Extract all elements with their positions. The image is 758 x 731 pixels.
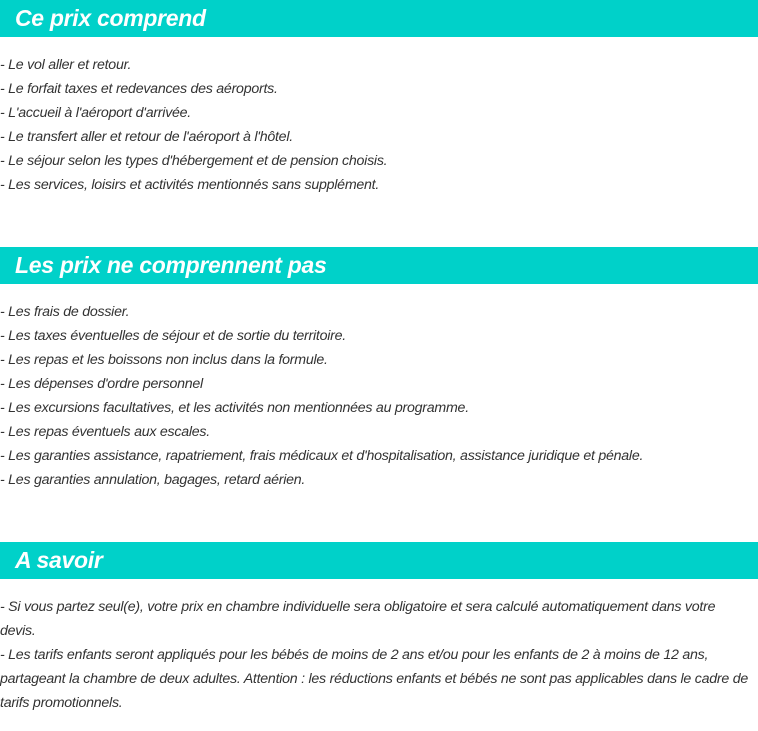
- section-header: [0, 542, 758, 579]
- list-item: - L'accueil à l'aéroport d'arrivée.: [0, 105, 192, 121]
- list-item: - Les garanties assistance, rapatriement, frais médicaux et d'hospitalisation, assistance juridique et pénale.: [0, 448, 644, 464]
- section-price-excludes: [0, 247, 758, 492]
- list-item: - Les taxes éventuelles de séjour et de sortie du territoire.: [0, 328, 346, 344]
- list-item: - Les repas et les boissons non inclus dans la formule.: [0, 352, 328, 368]
- excluded-items-list: [0, 300, 758, 492]
- list-item: - Les garanties annulation, bagages, retard aérien.: [0, 472, 306, 488]
- info-paragraph: - Si vous partez seul(e), votre prix en chambre individuelle sera obligatoire et sera calculé automatiquement dans votre devis.: [0, 599, 716, 639]
- list-item: - Les services, loisirs et activités mentionnés sans supplément.: [0, 177, 380, 193]
- section-good-to-know: [0, 542, 758, 715]
- list-item: - Le forfait taxes et redevances des aéroports.: [0, 81, 278, 97]
- section-price-includes: [0, 0, 758, 197]
- list-item: - Le séjour selon les types d'hébergement et de pension choisis.: [0, 153, 388, 169]
- section-title: Les prix ne comprennent pas: [15, 252, 327, 278]
- section-header: [0, 0, 758, 37]
- section-header: [0, 247, 758, 284]
- section-title: Ce prix comprend: [15, 5, 206, 31]
- list-item: - Le transfert aller et retour de l'aéroport à l'hôtel.: [0, 129, 293, 145]
- list-item: - Les excursions facultatives, et les activités non mentionnées au programme.: [0, 400, 469, 416]
- section-title: A savoir: [15, 547, 103, 573]
- included-items-list: [0, 53, 758, 197]
- list-item: - Le vol aller et retour.: [0, 57, 132, 73]
- list-item: - Les frais de dossier.: [0, 304, 130, 320]
- good-to-know-body: [0, 595, 758, 715]
- list-item: - Les dépenses d'ordre personnel: [0, 376, 203, 392]
- list-item: - Les repas éventuels aux escales.: [0, 424, 210, 440]
- info-paragraph: - Les tarifs enfants seront appliqués pour les bébés de moins de 2 ans et/ou pour les enfants de 2 à moins de 12 ans, partageant la chambre de deux adultes. Attention : les réductions enfants et bébés ne sont pas applicables dans le cadre de tarifs promotionnels.: [0, 647, 748, 711]
